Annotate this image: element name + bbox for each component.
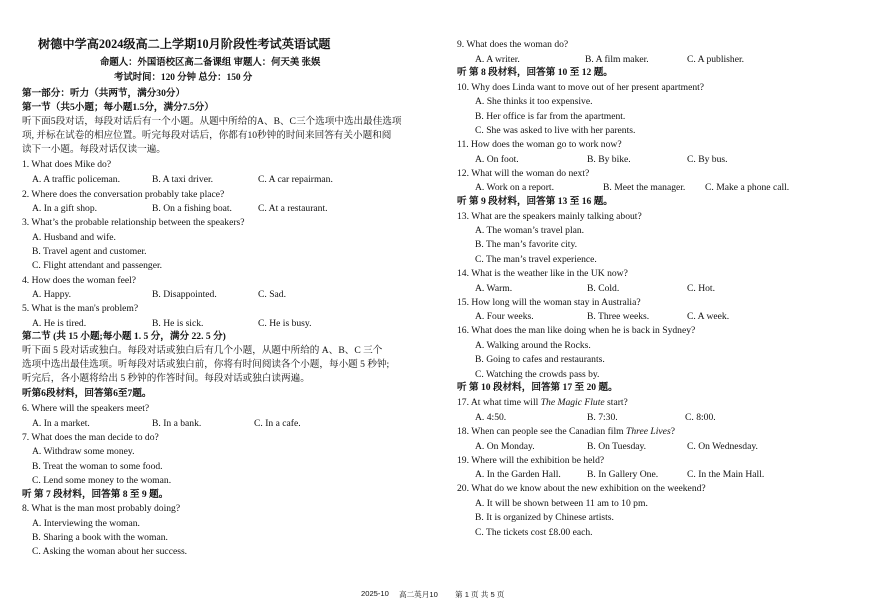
option-b: B. On a fishing boat. [152,203,232,214]
option-b: B. On Tuesday. [587,441,647,452]
option-c: C. In a cafe. [254,418,301,429]
material-header: 听 第 7 段材料，回答第 8 至 9 题。 [22,489,169,500]
section2-instruction-line: 听完后，各小题将给出 5 秒钟的作答时间。每段对话或独白读两遍。 [22,373,310,384]
material-header: 听 第 10 段材料，回答第 17 至 20 题。 [457,382,618,393]
question-stem: 4. How does the woman feel? [22,275,137,286]
option-c: C. At a restaurant. [258,203,328,214]
option-b: B. In Gallery One. [587,469,659,480]
footer-subject: 高二英月10 [399,590,438,599]
section2-instruction-line: 选项中选出最佳选项。听每段对话或独白前，你将有时间阅读各个小题，每小题 5 秒钟; [22,359,390,370]
option-b: B. A film maker. [585,54,649,65]
option-c: C. Sad. [258,289,286,300]
question-stem: 14. What is the weather like in the UK now? [457,268,628,279]
option-a: A. On Monday. [475,441,535,452]
option-c: C. 8:00. [685,412,716,423]
section2-instruction-line: 听下面 5 段对话或独白。每段对话或独白后有几个小题，从题中所给的 A、B、C 三个 [22,345,383,356]
option-b: B. Meet the manager. [603,182,686,193]
question-stem: 1. What does Mike do? [22,159,112,170]
option-b: B. Travel agent and customer. [32,246,147,257]
option-a: A. Happy. [32,289,72,300]
question-stem: 20. What do we know about the new exhibition on the weekend? [457,483,706,494]
option-c: C. A week. [687,311,730,322]
question-stem: 2. Where does the conversation probably take place? [22,189,225,200]
option-a: A. She thinks it too expensive. [475,96,593,107]
option-c: C. Make a phone call. [705,182,790,193]
question-stem: 15. How long will the woman stay in Australia? [457,297,641,308]
question-stem: 19. Where will the exhibition be held? [457,455,605,466]
option-c: C. Hot. [687,283,715,294]
question-stem: 9. What does the woman do? [457,39,569,50]
stem-title: Three Lives [626,426,671,437]
question-stem: 16. What does the man like doing when he is back in Sydney? [457,325,696,336]
question-stem: 12. What will the woman do next? [457,168,590,179]
option-b: B. It is organized by Chinese artists. [475,512,614,523]
option-a: A. On foot. [475,154,519,165]
material-header: 听第6段材料，回答第6至7题。 [22,388,152,399]
option-c: C. He is busy. [258,318,312,329]
option-b: B. Sharing a book with the woman. [32,532,168,543]
option-a: A. Four weeks. [475,311,534,322]
option-a: A. A writer. [475,54,520,65]
option-c: C. In the Main Hall. [687,469,765,480]
footer-date: 2025-10 [361,589,389,598]
stem-title: The Magic Flute [540,397,605,408]
option-c: C. By bus. [687,154,728,165]
question-stem: 3. What’s the probable relationship between the speakers? [22,217,245,228]
question-stem: 13. What are the speakers mainly talking about? [457,211,642,222]
option-c: C. Flight attendant and passenger. [32,260,163,271]
material-header: 听 第 8 段材料，回答第 10 至 12 题。 [457,67,613,78]
option-b: B. The man’s favorite city. [475,239,578,250]
question-stem: 5. What is the man's problem? [22,303,139,314]
exam-time-score: 考试时间：120 分钟 总分：150 分 [114,73,253,83]
option-b: B. In a bank. [152,418,202,429]
option-a: A. Work on a report. [475,182,554,193]
option-c: C. She was asked to live with her parents. [475,125,636,136]
question-stem: 11. How does the woman go to work now? [457,139,622,150]
question-stem: 7. What does the man decide to do? [22,432,159,443]
question-stem [457,397,628,409]
option-a: A. He is tired. [32,318,87,329]
stem-text: start? [604,397,628,408]
exam-title: 树德中学高2024级高二上学期10月阶段性考试英语试题 [38,37,331,51]
question-stem: 10. Why does Linda want to move out of her present apartment? [457,82,705,93]
option-a: A. In a gift shop. [32,203,98,214]
option-a: A. Walking around the Rocks. [475,340,591,351]
section1-instruction-line: 项, 并标在试卷的相应位置。听完每段对话后，你都有10秒钟的时间来回答有关小题和阅 [22,130,392,141]
part1-title: 第一部分：听力（共两节，满分30分） [22,88,186,99]
option-a: A. Interviewing the woman. [32,518,140,529]
option-c: C. On Wednesday. [687,441,758,452]
option-c: C. The man’s travel experience. [475,254,597,265]
option-a: A. 4:50. [475,412,507,423]
footer-page-number: 第 1 页 共 5 页 [455,590,505,599]
option-b: B. By bike. [587,154,631,165]
question-stem: 8. What is the man most probably doing? [22,503,181,514]
option-a: A. In the Garden Hall. [475,469,561,480]
question-stem [457,426,675,438]
question-stem: 6. Where will the speakers meet? [22,403,150,414]
option-b: B. He is sick. [152,318,204,329]
option-a: A. In a market. [32,418,90,429]
option-c: C. Lend some money to the woman. [32,475,172,486]
option-c: C. Watching the crowds pass by. [475,369,600,380]
stem-text: ? [670,426,675,437]
option-b: B. Going to cafes and restaurants. [475,354,605,365]
option-a: A. A traffic policeman. [32,174,121,185]
section1-instruction-line: 读下一小题。每段对话仅读一遍。 [22,144,166,155]
option-b: B. Three weeks. [587,311,650,322]
material-header: 听 第 9 段材料，回答第 13 至 16 题。 [457,196,613,207]
option-c: C. A car repairman. [258,174,333,185]
page-footer [0,589,870,601]
option-c: C. Asking the woman about her success. [32,546,188,557]
section1-title: 第一节（共5小题；每小题1.5分，满分7.5分） [22,102,214,113]
option-b: B. Disappointed. [152,289,217,300]
section1-instruction-line: 听下面5段对话，每段对话后有一个小题。从题中所给的A、B、C三个选项中选出最佳选项 [22,116,402,127]
stem-text: 18. When can people see the Canadian film [457,426,626,437]
section2-title: 第二节 (共 15 小题;每小题 1. 5 分，满分 22. 5 分) [22,331,226,342]
option-b: B. Treat the woman to some food. [32,461,163,472]
option-b: B. 7:30. [587,412,618,423]
option-b: B. Her office is far from the apartment. [475,111,626,122]
option-c: C. The tickets cost £8.00 each. [475,527,593,538]
stem-text: 17. At what time will [457,397,541,408]
option-a: A. Withdraw some money. [32,446,135,457]
option-a: A. Husband and wife. [32,232,116,243]
option-b: B. A taxi driver. [152,174,214,185]
exam-authors: 命题人：外国语校区高二备课组 审题人：何天美 张娱 [100,58,321,68]
option-a: A. It will be shown between 11 am to 10 pm. [475,498,648,509]
option-c: C. A publisher. [687,54,745,65]
option-a: A. The woman’s travel plan. [475,225,585,236]
option-b: B. Cold. [587,283,620,294]
option-a: A. Warm. [475,283,513,294]
